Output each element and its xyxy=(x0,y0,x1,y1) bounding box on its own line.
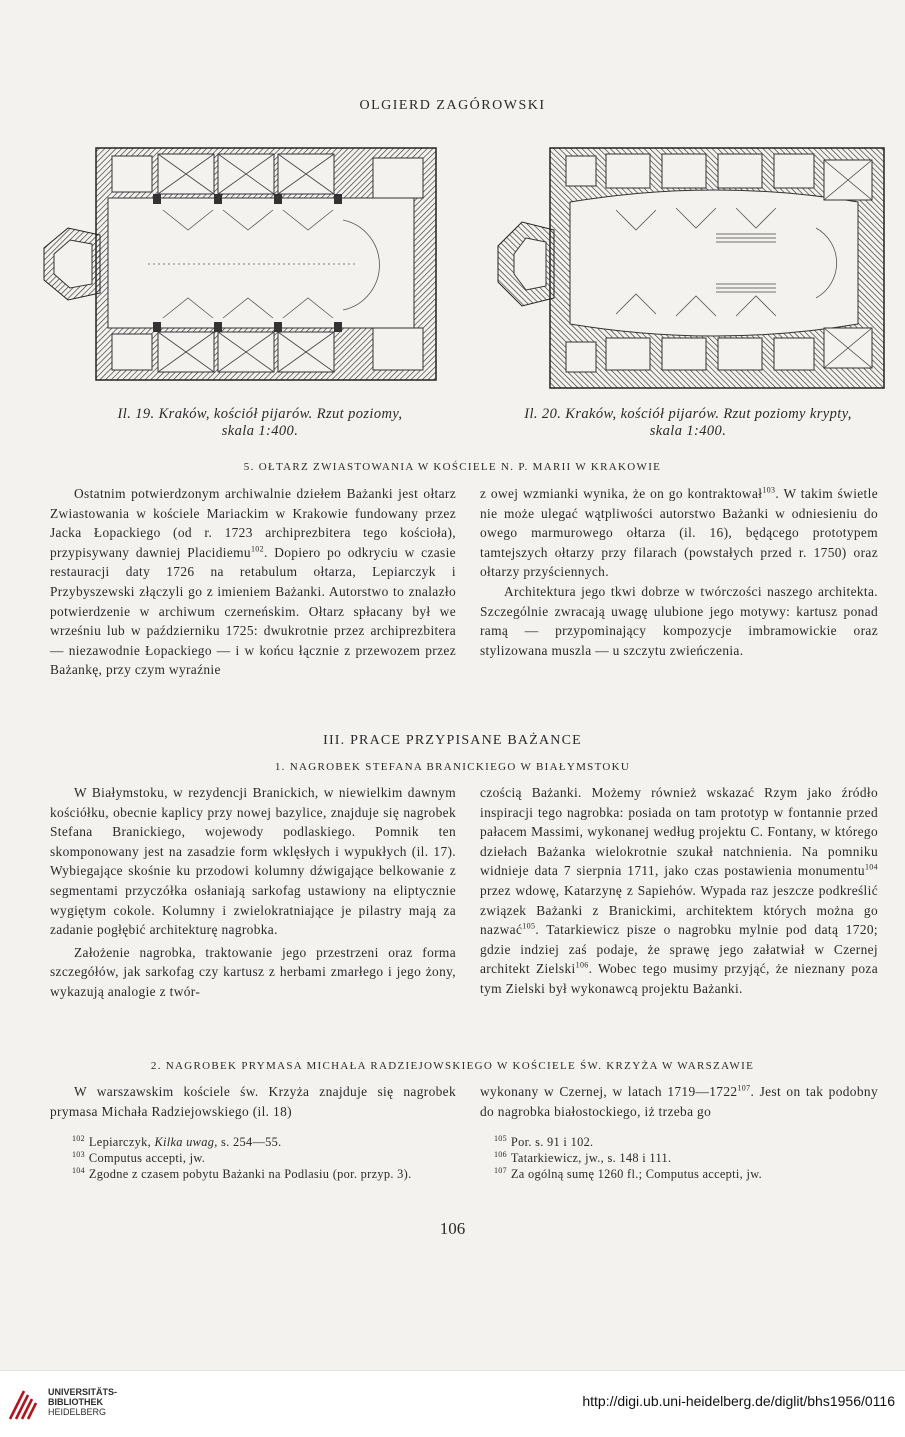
text: przez wdowę, Katarzynę z Sapiehów. Wypada raz jeszcze podkreślić związek Bażanki z Branickimi, architektem których można go nazwać xyxy=(480,882,878,938)
text: Za ogólną sumę 1260 fl.; Computus accepti, jw. xyxy=(510,1167,763,1181)
permalink-url[interactable]: http://digi.ub.uni-heidelberg.de/diglit/bhs1956/0116 xyxy=(582,1393,895,1409)
text: W Białymstoku, w rezydencji Branickich, w niewielkim dawnym kościółku, obecnie kaplicy przy nowej bazylice, znajduje się nagrobek Stefana Branickiego, wojewody podlaskiego. Pomnik ten skomponowany jest na zasadzie form wklęsłych i wypukłych (il. 17). Wybiegające skośnie ku przodowi kolumny dźwigające belkowanie z segmentami przyczółka osłaniają sarkofag ustawiony na eliptycznie wygiętym cokole. Kolumny i zwielokratniające je pilastry mają za zadanie pogłębić architekturę nagrobka. xyxy=(50,785,456,938)
text: Tatarkiewicz, jw., s. 148 i 111. xyxy=(510,1151,672,1165)
crypt-plan-figure-20 xyxy=(486,138,892,404)
text-italic: Kilka uwag, xyxy=(154,1135,218,1149)
footnote-ref: 106 xyxy=(575,960,589,970)
footnote-ref: 104 xyxy=(864,862,878,872)
figure-20-caption-line2: skala 1:400. xyxy=(649,423,727,439)
footnote-ref: 102 xyxy=(250,544,265,554)
footnote-104 xyxy=(50,1166,460,1182)
figure-19-caption-line2: skala 1:400. xyxy=(221,423,299,439)
text: Computus accepti, jw. xyxy=(88,1151,206,1165)
subsection-2-heading: 2. NAGROBEK PRYMASA MICHAŁA RADZIEJOWSKIEGO W KOŚCIELE ŚW. KRZYŻA W WARSZAWIE xyxy=(150,1060,755,1072)
text: czością Bażanki. Możemy również wskazać Rzym jako źródło inspiracji tego nagrobka: posiada on tam prototyp w fontannie przed pałacem Massimi, wykonanej według projektu C. Fontany, w którego dziełach Bażanka wielokrotnie szukał natchnienia. Na pomniku widnieje data 7 sierpnia 1711, jako czas postawienia monumentu xyxy=(480,785,878,879)
footnote-102 xyxy=(50,1134,460,1150)
paragraph xyxy=(480,1082,878,1121)
figure-20-caption-line1: Il. 20. Kraków, kościół pijarów. Rzut poziomy krypty, xyxy=(524,406,852,422)
paragraph xyxy=(50,484,456,680)
text: . Jest on tak podobny do nagrobka białostockiego, iż trzeba go xyxy=(480,1084,878,1119)
text: . W takim świetle nie może ulegać wątpliwości autorstwo Bażanki w odniesieniu do owego marmurowego ołtarza (il. 16), będącego prototypem tamtejszych ołtarzy przy filarach (powstałych przed r. 1750) oraz ołtarzy przyściennych. xyxy=(480,486,878,580)
text: Zgodne z czasem pobytu Bażanki na Podlasiu (por. przyp. 3). xyxy=(88,1167,412,1181)
university-library-logo-icon xyxy=(6,1385,42,1423)
part-3-heading: III. PRACE PRZYPISANE BAŻANCE xyxy=(323,733,582,748)
footnote-number: 106 xyxy=(494,1149,507,1159)
subsection-1-heading: 1. NAGROBEK STEFANA BRANICKIEGO W BIAŁYMSTOKU xyxy=(274,761,631,773)
text: Architektura jego tkwi dobrze w twórczości naszego architekta. Szczególnie zwracają uwagę ulubione jego motywy: kartusz ponad ramą — przypominający kompozycje imbramowickie oraz stylizowana muszla — u szczytu zwieńczenia. xyxy=(480,583,878,658)
footnote-105 xyxy=(494,1134,884,1150)
footnote-ref: 105 xyxy=(522,921,536,931)
footnote-number: 105 xyxy=(494,1133,507,1143)
footnote-ref: 107 xyxy=(737,1083,751,1093)
library-name xyxy=(48,1387,117,1417)
text: s. 254—55. xyxy=(217,1135,282,1149)
footnote-107 xyxy=(494,1166,884,1182)
library-name-line1: UNIVERSITÄTS- xyxy=(48,1387,118,1397)
footnotes-right xyxy=(494,1134,884,1182)
section-5-left-column xyxy=(50,484,456,680)
library-footer xyxy=(0,1370,905,1437)
figure-20-caption xyxy=(478,406,898,440)
text: . Wobec tego musimy przyjąć, że nieznany poza tym Zielski był wykonawcą projektu Bażanki. xyxy=(480,961,878,996)
library-name-line2: BIBLIOTHEK xyxy=(48,1397,103,1407)
running-head: OLGIERD ZAGÓROWSKI xyxy=(359,98,546,113)
footnote-number: 103 xyxy=(72,1149,85,1159)
library-name-line3: HEIDELBERG xyxy=(48,1407,107,1417)
figure-19-caption xyxy=(60,406,460,440)
paragraph xyxy=(480,484,878,582)
footnote-number: 107 xyxy=(494,1165,507,1175)
paragraph xyxy=(50,943,456,1002)
footnote-ref: 103 xyxy=(762,485,776,495)
floor-plan-figure-19 xyxy=(28,140,458,402)
text: Por. s. 91 i 102. xyxy=(510,1135,594,1149)
footnote-number: 102 xyxy=(72,1133,85,1143)
paragraph xyxy=(480,582,878,660)
section-5-heading: 5. OŁTARZ ZWIASTOWANIA W KOŚCIELE N. P. MARII W KRAKOWIE xyxy=(243,461,662,473)
subsection-2-left-column xyxy=(50,1082,456,1121)
paragraph: W warszawskim kościele św. Krzyża znajduje się nagrobek prymasa Michała Radziejowskiego (il. 18) xyxy=(50,1084,456,1119)
footnote-number: 104 xyxy=(72,1165,85,1175)
text: . Tatarkiewicz pisze o nagrobku mylnie pod datą 1720; gdzie indziej zaś podaje, że sprawę jego załatwiał w Czernej architekt Zielski xyxy=(480,922,878,977)
footnotes-left xyxy=(50,1134,460,1182)
part-3-right-column xyxy=(480,783,878,999)
text: wykonany w Czernej, w latach 1719—1722 xyxy=(480,1084,738,1099)
footnote-103 xyxy=(50,1150,460,1166)
text: z owej wzmianki wynika, że on go kontraktował xyxy=(480,486,763,501)
text: . Dopiero po odkryciu w czasie restauracji daty 1726 na retabulum ołtarza, Lepiarczyk i Przybyszewski złączyli go z imieniem Bażanki. Autorstwo to znalazło potwierdzenie w archiwum czerneńskim. Ołtarz spłacany był we wrześniu lub w październiku 1725: dwukrotnie przez archiprezbitera — niezawodnie Łopackiego — i w końcu łącznie z przewozem przez Bażankę, przy czym wyraźnie xyxy=(50,544,456,678)
text: Ostatnim potwierdzonym archiwalnie dziełem Bażanki jest ołtarz Zwiastowania w kościele Mariackim w Krakowie fundowany przez Jacka Łopackiego (od r. 1723 archiprezbitera tego kościoła), przypisywany dawniej Placidiemu xyxy=(50,486,456,560)
figure-19-caption-line1: Il. 19. Kraków, kościół pijarów. Rzut poziomy, xyxy=(117,406,403,422)
text: Założenie nagrobka, traktowanie jego przestrzeni oraz forma szczegółów, jak sarkofag czy kartusz z herbami zmarłego i jego żony, wykazują analogie z twór- xyxy=(50,944,456,999)
section-5-right-column xyxy=(480,484,878,660)
footnote-106 xyxy=(494,1150,884,1166)
text: Lepiarczyk, xyxy=(88,1135,155,1149)
subsection-2-right-column xyxy=(480,1082,878,1121)
part-3-left-column xyxy=(50,783,456,1002)
page-number: 106 xyxy=(439,1219,466,1238)
paragraph xyxy=(50,783,456,940)
paragraph xyxy=(480,783,878,999)
